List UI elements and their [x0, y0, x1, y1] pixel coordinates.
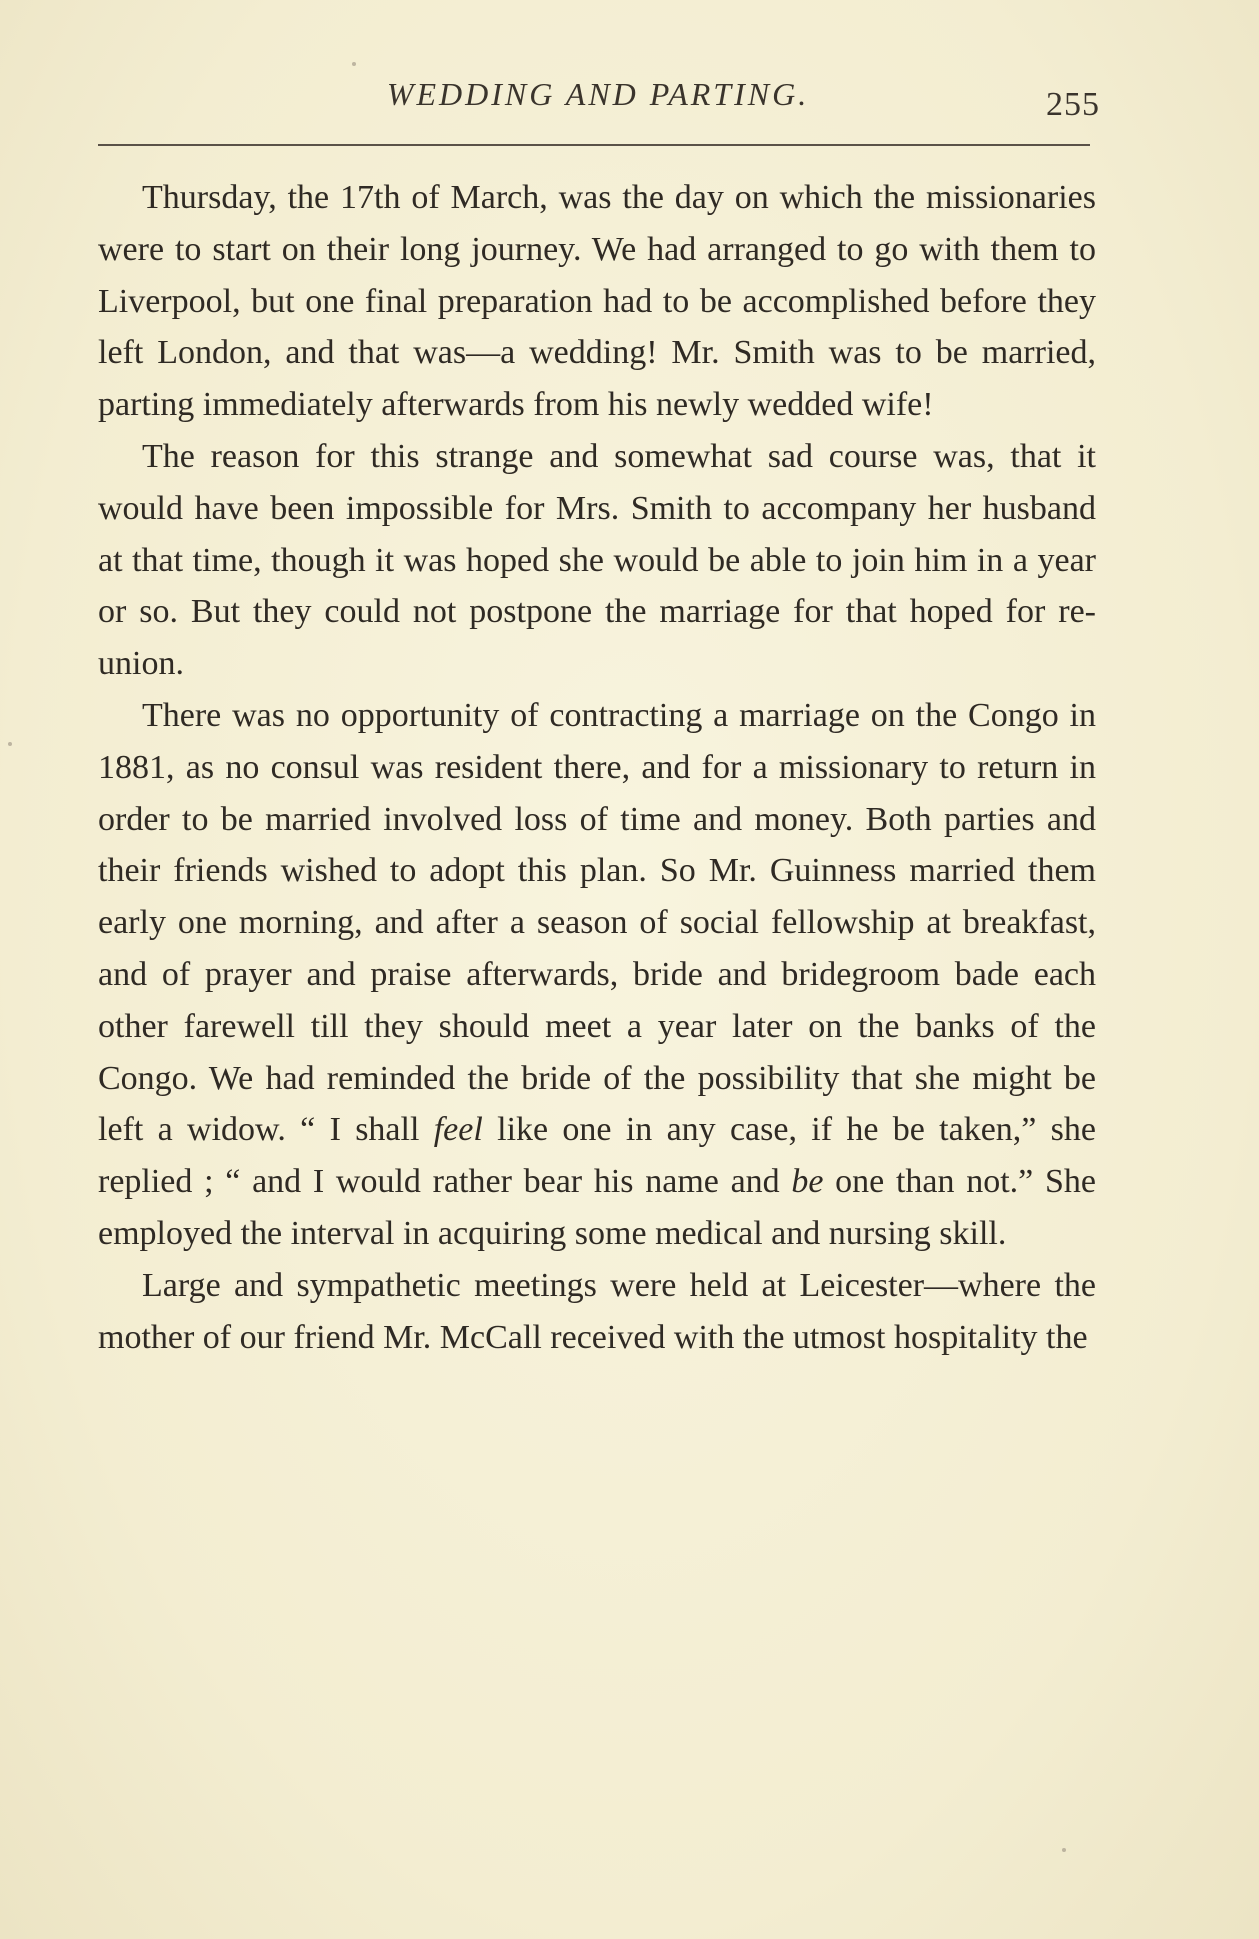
running-title: WEDDING AND PARTING.	[386, 76, 810, 112]
paper-speck	[1062, 1848, 1066, 1852]
body-text	[98, 172, 1096, 1363]
paper-speck	[8, 742, 12, 746]
page-number: 255	[1046, 86, 1100, 123]
paragraph-3: There was no opportunity of contracting a marriage on the Congo in 1881, as no consul was resident there, and for a missionary to return in order to be married involved loss of time and money. Both parties and their friends wished to adopt this plan. So Mr. Guinness married them early one morning, and after a season of social fellowship at breakfast, and of prayer and praise afterwards, bride and bridegroom bade each other farewell till they should meet a year later on the banks of the Congo. We had reminded the bride of the possibility that she might be left a widow. “ I shall feel like one in any case, if he be taken,” she replied ; “ and I would rather bear his name and be one than not.” She employed the interval in acquiring some medical and nursing skill.	[98, 696, 1097, 1252]
running-head	[98, 72, 1098, 122]
paragraph-1: Thursday, the 17th of March, was the day on which the missionaries were to start on their long journey. We had arranged to go with them to Liverpool, but one final preparation had to be accomplished before they left London, and that was—a wedding! Mr. Smith was to be married, parting immediately afterwards from his newly wedded wife!	[98, 179, 1096, 424]
header-rule	[98, 144, 1090, 146]
paragraph-4: Large and sympathetic meetings were held at Leicester—where the mother of our friend Mr. McCall received with the utmost hospitality the	[98, 1266, 1096, 1356]
paper-speck	[352, 62, 356, 66]
paragraph-2: The reason for this strange and somewhat sad course was, that it would have been impossible for Mrs. Smith to accompany her husband at that time, though it was hoped she would be able to join him in a year or so. But they could not postpone the marriage for that hoped for re-union.	[98, 437, 1096, 683]
